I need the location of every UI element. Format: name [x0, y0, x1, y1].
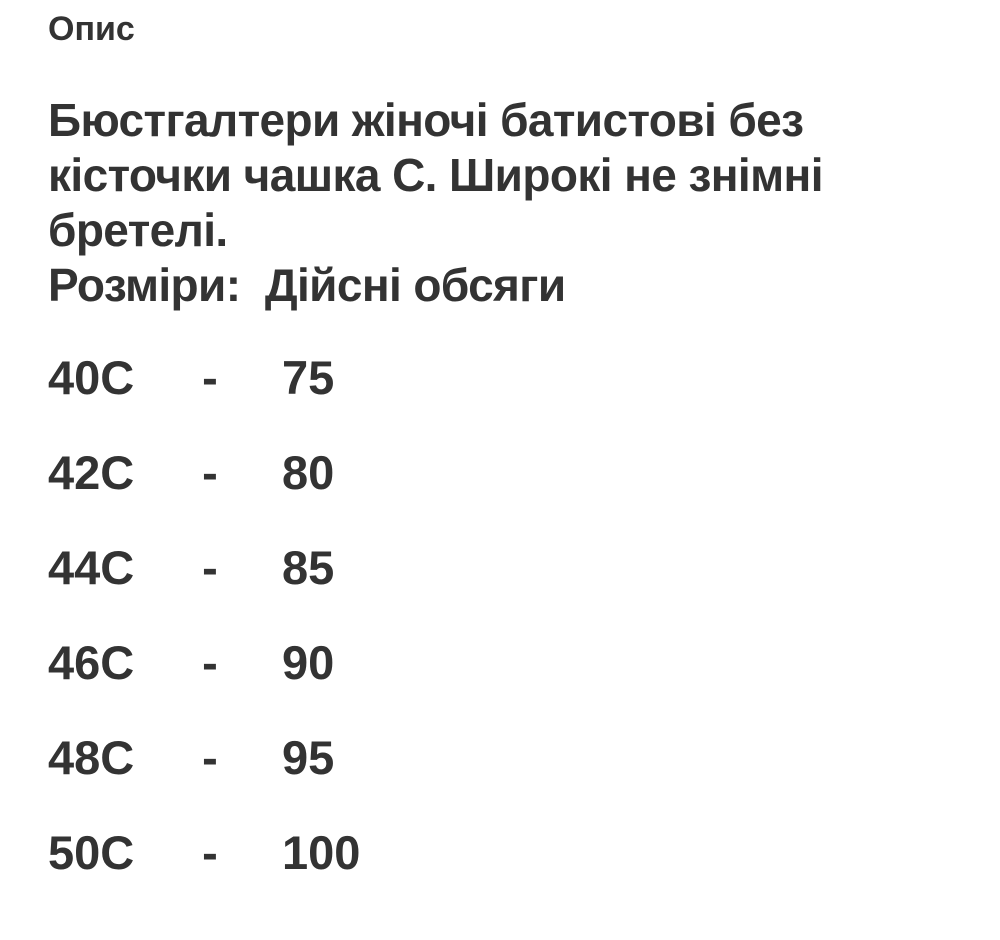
size-label: 44C: [48, 541, 135, 594]
description-line: кісточки чашка С. Широкі не знімні: [48, 149, 823, 201]
dash-separator: -: [202, 541, 218, 594]
size-label: 50C: [48, 826, 135, 879]
size-table: [48, 330, 960, 900]
size-row: [48, 330, 960, 425]
size-row: [48, 805, 960, 900]
size-row: [48, 710, 960, 805]
size-value: 80: [282, 446, 335, 499]
size-value: 90: [282, 636, 335, 689]
size-label: 42C: [48, 446, 135, 499]
description-line-sizes-heading: Розміри: Дійсні обсяги: [48, 259, 566, 311]
dash-separator: -: [202, 351, 218, 404]
description-line: бретелі.: [48, 204, 228, 256]
size-value: 75: [282, 351, 335, 404]
size-label: 40C: [48, 351, 135, 404]
size-value: 85: [282, 541, 335, 594]
size-value: 100: [282, 826, 361, 879]
dash-separator: -: [202, 446, 218, 499]
size-row: [48, 615, 960, 710]
size-label: 46C: [48, 636, 135, 689]
product-description: [48, 93, 960, 313]
size-row: [48, 520, 960, 615]
dash-separator: -: [202, 826, 218, 879]
description-line: Бюстгалтери жіночі батистові без: [48, 94, 804, 146]
size-value: 95: [282, 731, 335, 784]
size-row: [48, 425, 960, 520]
size-label: 48C: [48, 731, 135, 784]
section-title: Опис: [48, 10, 135, 48]
dash-separator: -: [202, 731, 218, 784]
dash-separator: -: [202, 636, 218, 689]
